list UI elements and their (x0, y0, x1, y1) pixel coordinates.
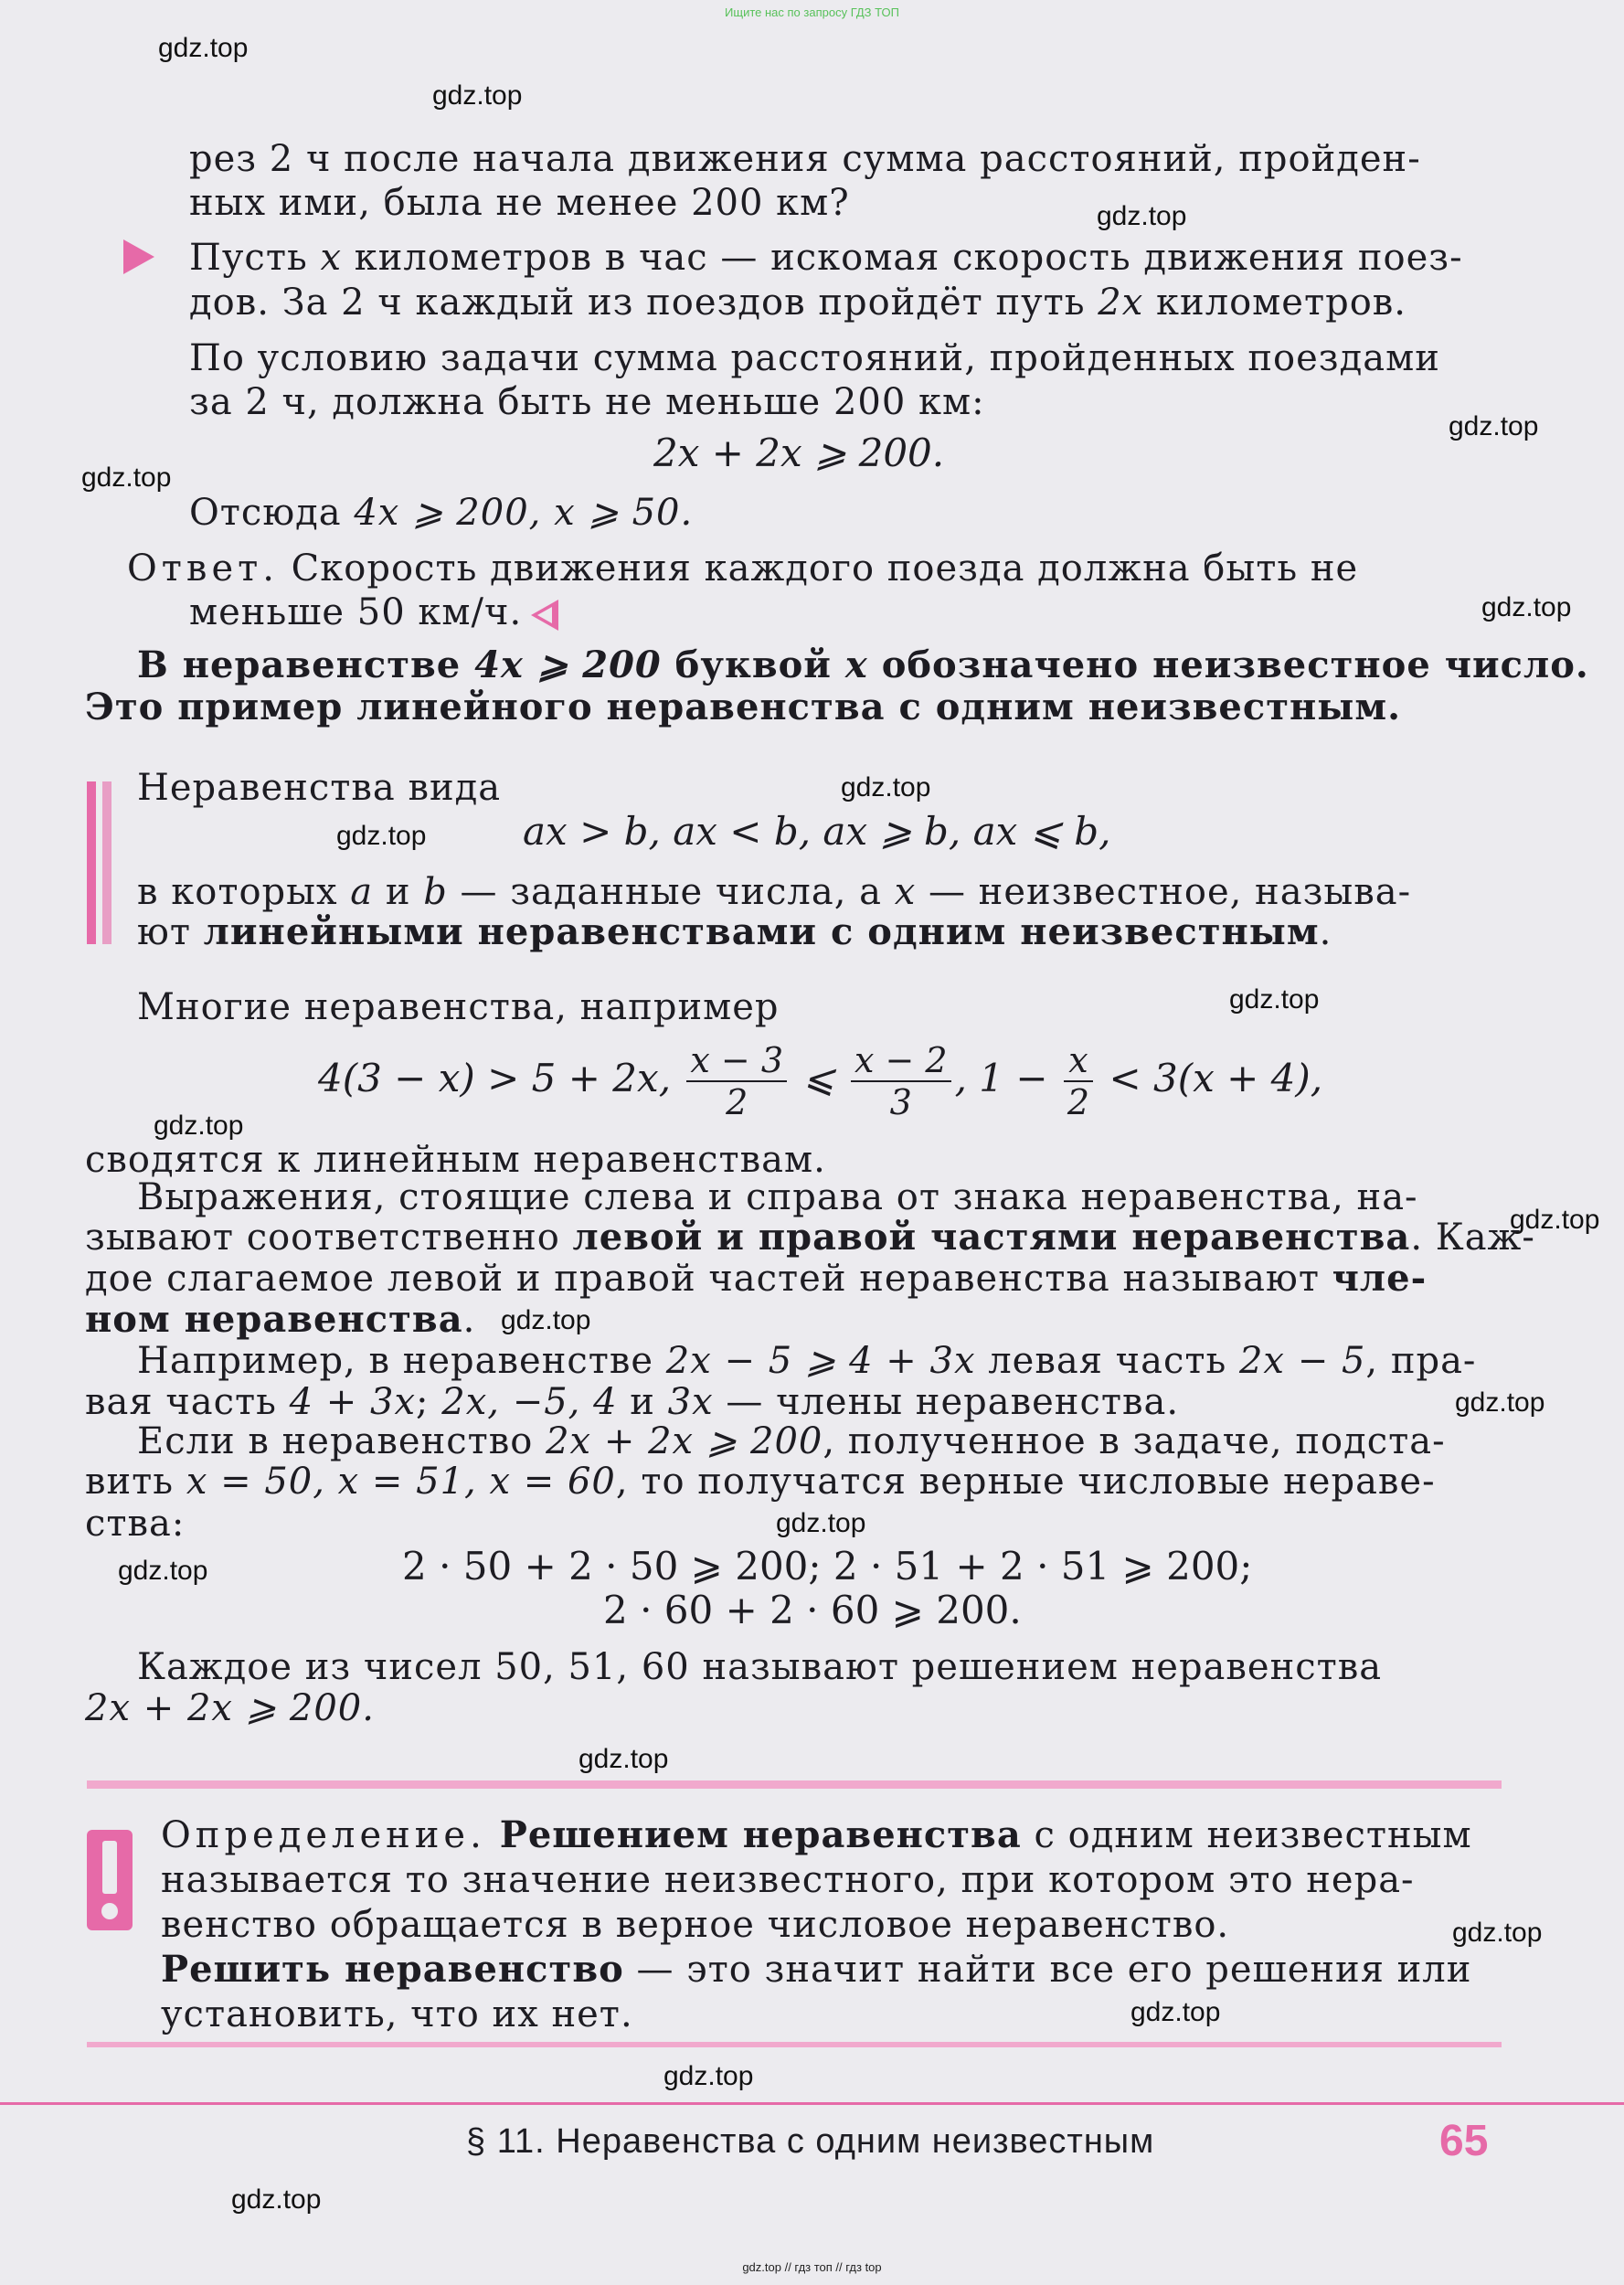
text-line: ном неравенства. (85, 1298, 476, 1341)
text-line: 2x + 2x ⩾ 200. (85, 1687, 375, 1729)
footer-divider (0, 2102, 1624, 2105)
text-line: вая часть 4 + 3x; 2x, −5, 4 и 3x — члены неравенства. (85, 1381, 1180, 1423)
definition-line: Решить неравенство — это значит найти все его решения или (161, 1948, 1472, 1991)
watermark: gdz.top (1097, 201, 1187, 231)
section-title: § 11. Неравенства с одним неизвестным (466, 2122, 1155, 2161)
top-banner: Ищите нас по запросу ГДЗ ТОП (725, 5, 899, 19)
equation: ax > b, ax < b, ax ⩾ b, ax ⩽ b, (523, 809, 1111, 854)
watermark: gdz.top (1481, 592, 1572, 622)
watermark: gdz.top (432, 80, 523, 111)
solution-arrow-icon (123, 239, 154, 274)
text-line: вить x = 50, x = 51, x = 60, то получатся верные числовые нераве- (85, 1461, 1436, 1503)
watermark: gdz.top (336, 821, 427, 851)
definition-bar-left (87, 781, 96, 944)
watermark: gdz.top (663, 2061, 754, 2091)
fraction: $\frac{x}{2}$ (1064, 1040, 1093, 1122)
answer-line: Ответ. Скорость движения каждого поезда должна быть не (127, 547, 1359, 590)
watermark: gdz.top (501, 1305, 591, 1335)
watermark: gdz.top (1229, 984, 1320, 1015)
answer-line: меньше 50 км/ч. (189, 590, 558, 634)
text-line: сводятся к линейным неравенствам. (85, 1139, 826, 1181)
exclamation-icon (87, 1830, 133, 1930)
watermark: gdz.top (1452, 1918, 1543, 1948)
text-line: рез 2 ч после начала движения сумма расстояний, пройден- (189, 138, 1421, 180)
text-line: Отсюда 4x ⩾ 200, x ⩾ 50. (189, 492, 694, 534)
equation: 2 · 50 + 2 · 50 ⩾ 200; 2 · 51 + 2 · 51 ⩾ 200; (402, 1544, 1253, 1589)
text-line: за 2 ч, должна быть не меньше 200 км: (189, 381, 985, 423)
text-line: Пусть x километров в час — искомая скорость движения поез- (189, 237, 1463, 279)
equation: 2 · 60 + 2 · 60 ⩾ 200. (603, 1588, 1022, 1632)
equation: 2x + 2x ⩾ 200. (653, 430, 945, 475)
text-line: Например, в неравенстве 2x − 5 ⩾ 4 + 3x левая часть 2x − 5, пра- (137, 1340, 1477, 1382)
definition-line: венство обращается в верное числовое неравенство. (161, 1904, 1230, 1946)
definition-bar-right (102, 781, 111, 944)
definition-line: Определение. Решением неравенства с одним неизвестным (161, 1813, 1472, 1856)
watermark: gdz.top (1130, 1997, 1221, 2027)
text-line: По условию задачи сумма расстояний, пройденных поездами (189, 337, 1440, 379)
watermark: gdz.top (154, 1111, 244, 1141)
definition-line: называется то значение неизвестного, при котором это нера- (161, 1859, 1415, 1901)
equation: 4(3 − x) > 5 + 2x, $\frac{x - 3}{2}$ ⩽ $\frac{x - 2}{3}$ , 1 − $\frac{x}{2}$ < 3(x + 4), (318, 1040, 1323, 1122)
bottom-banner: gdz.top // гдз топ // гдз top (742, 2260, 882, 2274)
watermark: gdz.top (1510, 1205, 1600, 1235)
watermark: gdz.top (776, 1508, 866, 1538)
text-line: Это пример линейного неравенства с одним неизвестным. (85, 686, 1402, 728)
watermark: gdz.top (841, 772, 931, 802)
watermark: gdz.top (1455, 1387, 1545, 1418)
watermark: gdz.top (118, 1556, 208, 1586)
text-line: В неравенстве 4x ⩾ 200 буквой x обозначено неизвестное число. (137, 643, 1589, 686)
text-line: Каждое из чисел 50, 51, 60 называют решением неравенства (137, 1646, 1383, 1688)
text-line: ных ими, была не менее 200 км? (189, 182, 850, 224)
watermark: gdz.top (1449, 411, 1539, 441)
watermark: gdz.top (578, 1744, 669, 1774)
watermark: gdz.top (81, 462, 172, 493)
text-line: ют линейными неравенствами с одним неизвестным. (137, 910, 1332, 953)
watermark: gdz.top (158, 33, 249, 63)
definition-band-bottom (87, 2042, 1502, 2047)
watermark: gdz.top (231, 2184, 322, 2215)
text-line: Неравенства вида (137, 767, 502, 809)
text-line: в которых a и b — заданные числа, а x — неизвестное, называ- (137, 871, 1412, 913)
definition-line: установить, что их нет. (161, 1993, 633, 2035)
fraction: $\frac{x - 3}{2}$ (686, 1040, 787, 1122)
fraction: $\frac{x - 2}{3}$ (851, 1040, 951, 1122)
page-number: 65 (1439, 2117, 1489, 2165)
text-line: ства: (85, 1503, 186, 1545)
text-line: зывают соответственно левой и правой частями неравенства. Каж- (85, 1216, 1535, 1259)
end-of-solution-icon (531, 600, 558, 631)
text-line: Выражения, стоящие слева и справа от знака неравенства, на- (137, 1176, 1418, 1218)
text-line: дов. За 2 ч каждый из поездов пройдёт путь 2x километров. (189, 282, 1407, 324)
text-line: Многие неравенства, например (137, 986, 780, 1028)
text-line: Если в неравенство 2x + 2x ⩾ 200, полученное в задаче, подста- (137, 1420, 1446, 1462)
text-line: дое слагаемое левой и правой частей неравенства называют чле- (85, 1257, 1428, 1300)
definition-band-top (87, 1780, 1502, 1789)
